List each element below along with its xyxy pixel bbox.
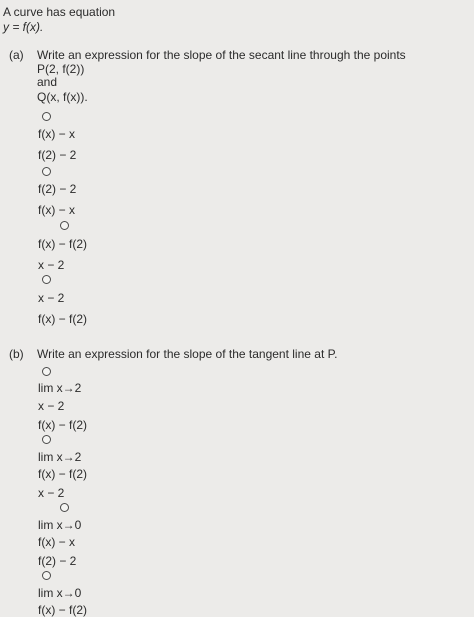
radio-a-3[interactable] — [60, 221, 69, 230]
option-denominator: f(x) − f(2) — [38, 418, 88, 432]
radio-b-1[interactable] — [42, 367, 51, 376]
radio-a-2[interactable] — [42, 167, 51, 176]
option-numerator: x − 2 — [38, 399, 65, 413]
option-numerator: f(2) − 2 — [38, 182, 77, 196]
option-numerator: f(x) − x — [38, 127, 76, 141]
option-denominator: f(2) − 2 — [38, 554, 77, 568]
option-numerator: f(x) − f(2) — [38, 237, 88, 251]
intro-line-1: A curve has equation — [3, 5, 116, 19]
option-limit: lim x→0 — [38, 586, 82, 600]
and-text: and — [37, 75, 58, 89]
intro-equation: y = f(x). — [3, 20, 44, 34]
radio-b-4[interactable] — [42, 571, 51, 580]
part-a-label: (a) — [9, 48, 24, 62]
option-denominator: f(x) − x — [38, 203, 76, 217]
point-q: Q(x, f(x)). — [37, 90, 88, 104]
option-numerator: f(x) − f(2) — [38, 603, 88, 617]
option-denominator: f(2) − 2 — [38, 148, 77, 162]
point-p: P(2, f(2)) — [37, 62, 85, 76]
option-numerator: f(x) − x — [38, 535, 76, 549]
option-denominator: x − 2 — [38, 258, 65, 272]
option-numerator: f(x) − f(2) — [38, 467, 88, 481]
radio-a-1[interactable] — [42, 112, 51, 121]
part-a-question: Write an expression for the slope of the secant line through the points — [37, 48, 406, 62]
radio-b-2[interactable] — [42, 435, 51, 444]
part-b-question: Write an expression for the slope of the tangent line at P. — [37, 347, 338, 361]
option-denominator: x − 2 — [38, 486, 65, 500]
radio-b-3[interactable] — [60, 503, 69, 512]
part-b-label: (b) — [9, 347, 24, 361]
radio-a-4[interactable] — [42, 275, 51, 284]
option-limit: lim x→2 — [38, 381, 82, 395]
option-limit: lim x→0 — [38, 518, 82, 532]
option-denominator: f(x) − f(2) — [38, 312, 88, 326]
option-numerator: x − 2 — [38, 291, 65, 305]
option-limit: lim x→2 — [38, 450, 82, 464]
